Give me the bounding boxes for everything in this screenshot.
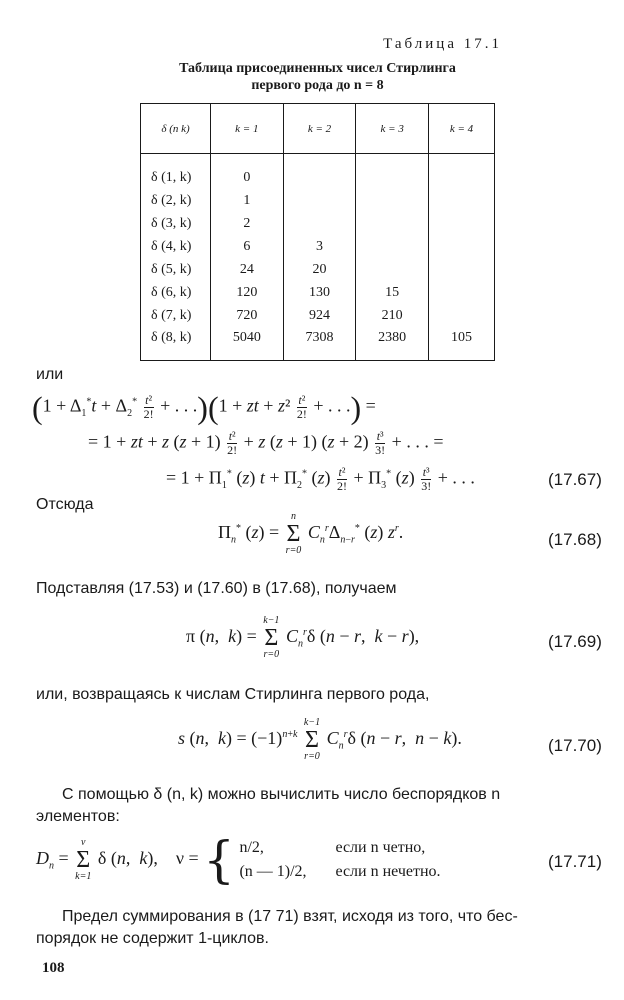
- table-cell: 210: [356, 304, 429, 327]
- table-cell: 24: [211, 258, 284, 281]
- equation-line-3: = $1 + \Pi_1^*$ (z) $t + \Pi_2^*$ (z) $\frac{\text{t²}}{2!}$ + $\Pi_3^*$ (z) $\frac{\text{t³}}{3!}$ + . . .: [166, 465, 475, 493]
- table-cell: [429, 235, 495, 258]
- table-cell: [429, 281, 495, 304]
- table-cell: δ (5, k): [151, 261, 192, 277]
- table-cell: 924: [283, 304, 356, 327]
- table-cell: 5040: [211, 327, 284, 348]
- table-row: [141, 166, 495, 189]
- equation-line-1: ($1 + \Delta_1^*t + \Delta_2^*$ $\frac{\text{t²}}{2!}$ + . . .)(1 + zt + z² $\frac{\text{t²}}{2!}$ + . . .) =: [32, 389, 376, 426]
- table-cell: [283, 189, 356, 212]
- table-cell: 120: [211, 281, 284, 304]
- table-cell: [429, 166, 495, 189]
- table-cell: 20: [283, 258, 356, 281]
- table-cell: [429, 189, 495, 212]
- table-header-cell: δ (n k): [141, 104, 211, 154]
- stirling-table: [140, 103, 495, 361]
- text-predel-1: Предел суммирования в (17 71) взят, исходя из того, что бес-: [62, 908, 518, 925]
- table-header-row: [141, 104, 495, 154]
- table-header-cell: k = 3: [356, 104, 429, 154]
- table-header-cell: k = 4: [429, 104, 495, 154]
- text-s-pomoshchyu-1: С помощью δ (n, k) можно вычислить число беспорядков n: [62, 786, 501, 803]
- table-cell: 105: [429, 327, 495, 348]
- table-cell: [283, 166, 356, 189]
- table-row: [141, 304, 495, 327]
- text-s-pomoshchyu-2: элементов:: [36, 808, 120, 825]
- table-cell: δ (7, k): [151, 307, 192, 323]
- table-row: [141, 235, 495, 258]
- table-cell: 6: [211, 235, 284, 258]
- equation-line-2: = 1 + zt + z (z + 1) $\frac{\text{t²}}{2!}$ + z (z + 1) (z + 2) $\frac{\text{t³}}{3!}$ + . . . =: [88, 429, 444, 457]
- table-cell: δ (3, k): [151, 215, 192, 231]
- equation-71: $D_n$ = ν Σ k=1 δ (n, k), ν = { n/2, если n четно, (n — 1)/2, если n нечетно.: [36, 831, 441, 889]
- table-cell: 1: [211, 189, 284, 212]
- table-cell: 7308: [283, 327, 356, 348]
- table-cell: [356, 189, 429, 212]
- table-cell: 2: [211, 212, 284, 235]
- table-cell: δ (4, k): [151, 238, 192, 254]
- table-header-cell: k = 2: [283, 104, 356, 154]
- equation-70: s (n, $k) = (-1)^{n+k}$ k−1 Σ r=0 $C_n^r\delta$ (n − r, n − k).: [178, 717, 462, 762]
- table-row: [141, 212, 495, 235]
- table-cell: [356, 235, 429, 258]
- table-cell: 3: [283, 235, 356, 258]
- case-1-value: n/2,: [239, 839, 264, 856]
- table-cell: [283, 212, 356, 235]
- text-predel-2: порядок не содержит 1-циклов.: [36, 930, 269, 947]
- table-cell: [356, 258, 429, 281]
- table-row: [141, 258, 495, 281]
- table-cell: [429, 258, 495, 281]
- table-cell: 0: [211, 166, 284, 189]
- table-cell: [356, 212, 429, 235]
- table-cell: δ (2, k): [151, 192, 192, 208]
- table-caption: [140, 60, 495, 94]
- equation-68: $\Pi_n^*$ (z) = n Σ r=0 $C_n^r\Delta_{n-r}^*$ (z) $z^r$.: [218, 511, 404, 556]
- table-header-cell: k = 1: [211, 104, 284, 154]
- text-otsyuda: Отсюда: [36, 496, 94, 513]
- equation-number-67: (17.67): [548, 470, 602, 489]
- table-row: [141, 327, 495, 348]
- case-2-value: (n — 1)/2,: [239, 863, 307, 880]
- table-cell: 2380: [356, 327, 429, 348]
- table-cell: [429, 212, 495, 235]
- equation-number-69: (17.69): [548, 632, 602, 651]
- case-2-condition: если n нечетно.: [335, 863, 441, 880]
- table-cell: [429, 304, 495, 327]
- equation-number-70: (17.70): [548, 736, 602, 755]
- table-row: [141, 281, 495, 304]
- table-cell: [356, 166, 429, 189]
- table-cell: 15: [356, 281, 429, 304]
- table-cell: δ (8, k): [151, 329, 192, 345]
- table-number: Таблица 17.1: [383, 36, 502, 52]
- case-1-condition: если n четно,: [335, 839, 426, 856]
- table-caption-line1: Таблица присоединенных чисел Стирлинга: [179, 61, 456, 76]
- text-podstavlyaya: Подставляя (17.53) и (17.60) в (17.68), получаем: [36, 580, 397, 597]
- equation-69: π (n, k) = k−1 Σ r=0 $C_n^r\delta$ (n − r, k − r),: [186, 615, 420, 660]
- table-cell: δ (1, k): [151, 169, 192, 185]
- page-number: 108: [42, 960, 65, 976]
- table-caption-line2: первого рода до n = 8: [251, 78, 384, 93]
- equation-number-71: (17.71): [548, 852, 602, 871]
- table-cell: δ (6, k): [151, 284, 192, 300]
- table-row: [141, 189, 495, 212]
- table-cell: 130: [283, 281, 356, 304]
- text-ili: или: [36, 366, 64, 383]
- equation-number-68: (17.68): [548, 530, 602, 549]
- text-vozvrashchayas: или, возвращаясь к числам Стирлинга первого рода,: [36, 686, 430, 703]
- table-cell: 720: [211, 304, 284, 327]
